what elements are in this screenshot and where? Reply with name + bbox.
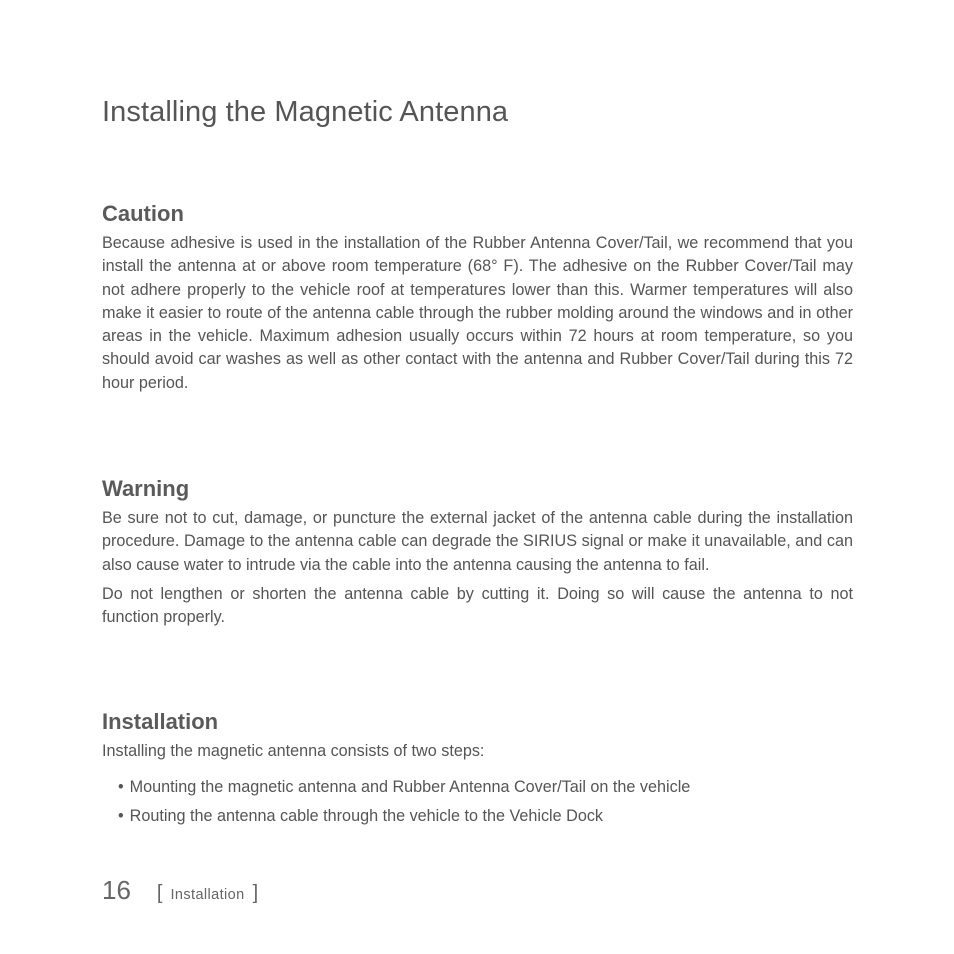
bullet-icon: • bbox=[118, 807, 124, 826]
warning-heading: Warning bbox=[102, 476, 190, 501]
caution-body: Because adhesive is used in the installation of the Rubber Antenna Cover/Tail, we recommend that you install the antenna at or above room temperature (68° F). The adhesive on the Rubber Cover/Tail may not adhere properly to the vehicle roof at temperatures lower than this. Warmer temperatures will also make it easier to route of the antenna cable through the rubber molding around the windows and in other areas in the vehicle. Maximum adhesion usually occurs within 72 hours at room temperature, so you should avoid car washes as well as other contact with the antenna and Rubber Cover/Tail during this 72 hour period. bbox=[102, 234, 853, 392]
installation-section bbox=[102, 709, 853, 831]
warning-section bbox=[102, 476, 853, 629]
installation-steps-list bbox=[102, 773, 853, 831]
warning-paragraph-1: Be sure not to cut, damage, or puncture the external jacket of the antenna cable during the installation procedure. Damage to the antenna cable can degrade the SIRIUS signal or make it unavailable, and can also cause water to intrude via the cable into the antenna causing the antenna to fail. bbox=[102, 509, 853, 574]
bullet-icon: • bbox=[118, 778, 124, 797]
warning-paragraph-2: Do not lengthen or shorten the antenna cable by cutting it. Doing so will cause the antenna to not function properly. bbox=[102, 584, 853, 627]
page-title: Installing the Magnetic Antenna bbox=[102, 96, 509, 128]
list-item-text: Mounting the magnetic antenna and Rubber Antenna Cover/Tail on the vehicle bbox=[129, 778, 691, 797]
footer-section-label: Installation bbox=[170, 887, 245, 903]
caution-section bbox=[102, 201, 853, 395]
bracket-open: [ bbox=[156, 882, 163, 904]
page-footer bbox=[102, 875, 258, 906]
list-item-text: Routing the antenna cable through the vehicle to the Vehicle Dock bbox=[129, 807, 604, 826]
page-number: 16 bbox=[102, 875, 131, 905]
list-item bbox=[102, 802, 853, 831]
bracket-close: ] bbox=[252, 882, 259, 904]
list-item bbox=[102, 773, 853, 802]
caution-heading: Caution bbox=[102, 201, 184, 226]
installation-heading: Installation bbox=[102, 709, 219, 734]
installation-intro: Installing the magnetic antenna consists of two steps: bbox=[102, 742, 485, 760]
